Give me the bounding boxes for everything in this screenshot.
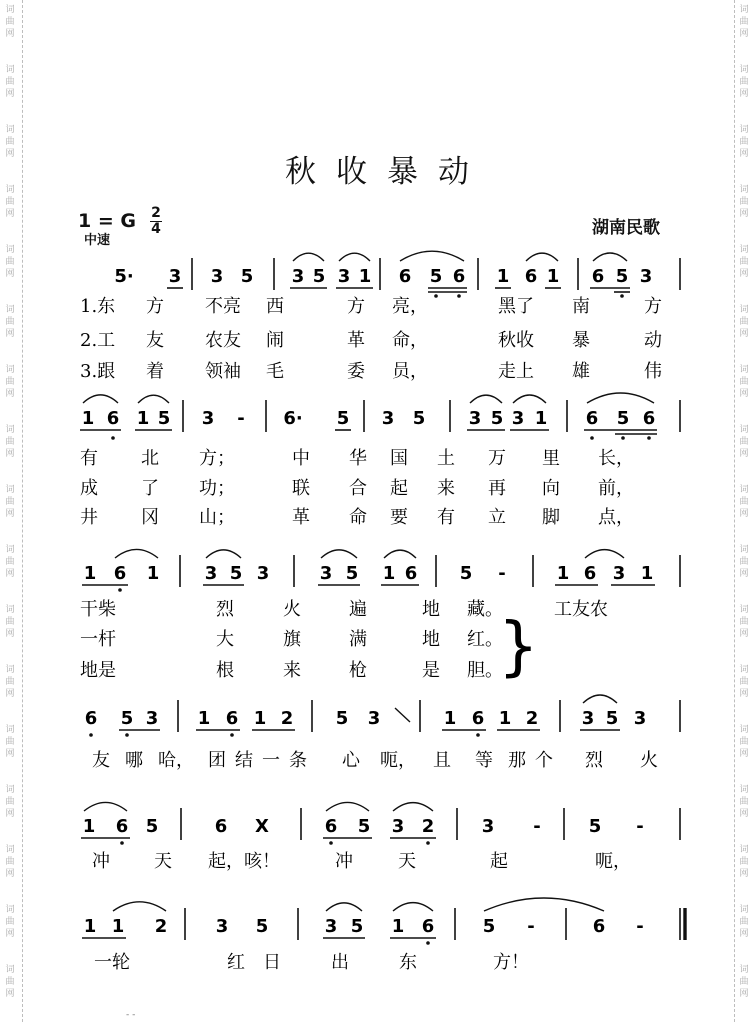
octave-dot-below xyxy=(329,841,333,845)
lyric-syllable: 呃， xyxy=(595,851,631,872)
watermark-text: 词 曲 网 xyxy=(739,785,749,819)
watermark-text: 词 曲 网 xyxy=(739,305,749,339)
jianpu-note: 3 xyxy=(367,708,381,729)
lyric-syllable: 秋收 xyxy=(498,330,534,351)
lyric-syllable: 冈 xyxy=(141,507,159,528)
watermark-text: 词 曲 网 xyxy=(5,665,15,699)
watermark-text: 词 曲 网 xyxy=(5,845,15,879)
jianpu-note: 3 xyxy=(145,708,159,729)
jianpu-note: 5 xyxy=(345,563,359,584)
lyric-syllable: 闹 xyxy=(266,330,284,351)
watermark-text: 词 曲 网 xyxy=(5,425,15,459)
watermark-text: 词 曲 网 xyxy=(5,545,15,579)
slur xyxy=(138,395,169,403)
watermark-text: 词 曲 网 xyxy=(5,605,15,639)
lyric-syllable: 委 xyxy=(347,361,365,382)
jianpu-note: 3 xyxy=(215,916,229,937)
lyric-syllable: 来 xyxy=(283,660,301,681)
jianpu-note: - xyxy=(527,916,535,937)
jianpu-note: 6 xyxy=(106,408,120,429)
lyric-syllable: 山； xyxy=(199,507,235,528)
lyric-syllable: 华 xyxy=(349,448,367,469)
jianpu-note: 3 xyxy=(381,408,395,429)
octave-dot-below xyxy=(111,436,115,440)
watermark-text: 词 曲 网 xyxy=(5,5,15,39)
lyric-syllable: 着 xyxy=(146,361,164,382)
watermark-text: 词 曲 网 xyxy=(5,185,15,219)
key-signature: 1 = G xyxy=(78,210,136,232)
lyric-syllable: 北 xyxy=(141,448,159,469)
jianpu-note: 1 xyxy=(358,266,372,287)
jianpu-note: 3 xyxy=(481,816,495,837)
jianpu-note: 1 xyxy=(556,563,570,584)
octave-dot-below xyxy=(434,294,438,298)
jianpu-note: 5 xyxy=(605,708,619,729)
octave-dot-below xyxy=(125,733,129,737)
lyric-syllable: 万 xyxy=(488,448,506,469)
lyric-syllable: 联 xyxy=(292,478,310,499)
jianpu-note: 1 xyxy=(382,563,396,584)
slur xyxy=(593,253,627,261)
lyric-syllable: 天 xyxy=(398,851,416,872)
jianpu-note: 1 xyxy=(546,266,560,287)
lyric-syllable: 来 xyxy=(437,478,455,499)
octave-dot-below xyxy=(621,436,625,440)
jianpu-note: 3 xyxy=(210,266,224,287)
jianpu-note: X xyxy=(255,816,269,837)
lyric-syllable: 一轮 xyxy=(94,952,130,973)
jianpu-note: 5 xyxy=(229,563,243,584)
jianpu-note: 3 xyxy=(633,708,647,729)
jianpu-note: 3 xyxy=(324,916,338,937)
jianpu-note: 1 xyxy=(496,266,510,287)
lyric-syllable: 心 xyxy=(342,750,360,771)
lyric-syllable: 起，咳！ xyxy=(208,851,280,872)
lyric-syllable: 2.工 xyxy=(80,330,116,351)
jianpu-note: 5 xyxy=(616,408,630,429)
watermark-text: 词 曲 网 xyxy=(5,65,15,99)
lyric-syllable: 根 xyxy=(216,660,234,681)
watermark-text: 词 曲 网 xyxy=(739,125,749,159)
lyric-syllable: 方 xyxy=(644,296,662,317)
jianpu-note: 2 xyxy=(154,916,168,937)
lyric-syllable: 天 xyxy=(154,851,172,872)
lyric-syllable: 旗 xyxy=(283,629,301,650)
octave-dot-below xyxy=(426,941,430,945)
jianpu-note: - xyxy=(237,408,245,429)
watermark-text: 词 曲 网 xyxy=(739,905,749,939)
slur xyxy=(470,395,502,403)
lyric-syllable: 毛 xyxy=(266,361,284,382)
jianpu-note: 1 xyxy=(146,563,160,584)
lyric-syllable: 合 xyxy=(349,478,367,499)
lyric-syllable: 不亮 xyxy=(205,296,241,317)
lyric-syllable: 呃， xyxy=(380,750,416,771)
jianpu-note: 5 xyxy=(336,408,350,429)
jianpu-note: 5 xyxy=(335,708,349,729)
lyric-syllable: 一杆 xyxy=(80,629,116,650)
jianpu-note: 1 xyxy=(443,708,457,729)
watermark-text: 词 曲 网 xyxy=(739,5,749,39)
lyric-syllable: 冲 xyxy=(92,851,110,872)
lyric-syllable: 命 xyxy=(349,507,367,528)
slur xyxy=(393,803,433,811)
octave-dot-below xyxy=(89,733,93,737)
slur xyxy=(326,903,362,911)
jianpu-note: 6 xyxy=(398,266,412,287)
watermark-text: 词 曲 网 xyxy=(5,785,15,819)
lyric-syllable: 结 xyxy=(235,750,253,771)
lyric-syllable: 团 xyxy=(208,750,226,771)
octave-dot-below xyxy=(118,588,122,592)
jianpu-note: 5 xyxy=(459,563,473,584)
lyric-syllable: 革 xyxy=(292,507,310,528)
jianpu-note: 3 xyxy=(201,408,215,429)
jianpu-note: 5 xyxy=(350,916,364,937)
jianpu-note: 3 xyxy=(319,563,333,584)
slur xyxy=(326,802,369,811)
watermark-text: 词 曲 网 xyxy=(739,605,749,639)
watermark-text: 词 曲 网 xyxy=(739,425,749,459)
slur xyxy=(393,903,433,911)
lyric-syllable: 友 xyxy=(92,750,110,771)
jianpu-note: 3 xyxy=(291,266,305,287)
lyric-syllable: 要 xyxy=(390,507,408,528)
jianpu-note: 1 xyxy=(111,916,125,937)
watermark-text: 词 曲 网 xyxy=(5,125,15,159)
lyric-syllable: 脚 xyxy=(542,507,560,528)
jianpu-note: 5 xyxy=(482,916,496,937)
lyric-syllable: 地是 xyxy=(80,660,116,681)
jianpu-note: 5 xyxy=(157,408,171,429)
slur xyxy=(293,253,324,261)
watermark-text: 词 曲 网 xyxy=(5,245,15,279)
jianpu-note: 3 xyxy=(168,266,182,287)
lyric-syllable: 长， xyxy=(598,448,634,469)
lyric-syllable: 农友 xyxy=(205,330,241,351)
jianpu-note: 2 xyxy=(525,708,539,729)
watermark-text: 词 曲 网 xyxy=(739,845,749,879)
lyric-syllable: 个 xyxy=(535,750,553,771)
lyric-syllable: 方 xyxy=(146,296,164,317)
jianpu-note: 5 xyxy=(588,816,602,837)
jianpu-note: - xyxy=(636,916,644,937)
lyric-syllable: 再 xyxy=(488,478,506,499)
lyric-syllable: 哪 xyxy=(125,750,143,771)
verse-brace: } xyxy=(498,610,539,684)
jianpu-note: 5 xyxy=(120,708,134,729)
octave-dot-below xyxy=(457,294,461,298)
lyric-syllable: 哈， xyxy=(158,750,194,771)
jianpu-note: 3 xyxy=(612,563,626,584)
lyric-syllable: 起 xyxy=(390,478,408,499)
jianpu-note: 1 xyxy=(534,408,548,429)
lyric-syllable: 方！ xyxy=(493,952,529,973)
jianpu-note: 1 xyxy=(136,408,150,429)
watermark-text: 词 曲 网 xyxy=(5,725,15,759)
jianpu-note: 3 xyxy=(391,816,405,837)
lyric-syllable: 遍 xyxy=(349,599,367,620)
lyric-syllable: 暴 xyxy=(572,330,590,351)
lyric-syllable: 藏。 xyxy=(467,599,503,620)
octave-dot-below xyxy=(426,841,430,845)
watermark-text: 词 曲 网 xyxy=(5,365,15,399)
lyric-syllable: 冲 xyxy=(335,851,353,872)
lyric-syllable: 那 xyxy=(508,750,526,771)
jianpu-note: 1 xyxy=(640,563,654,584)
jianpu-note: 1 xyxy=(391,916,405,937)
lyric-syllable: 井 xyxy=(80,507,98,528)
lyric-syllable: 东 xyxy=(399,952,417,973)
jianpu-note: 6 xyxy=(404,563,418,584)
watermark-text: 词 曲 网 xyxy=(739,545,749,579)
jianpu-note: 6 xyxy=(225,708,239,729)
jianpu-note: 6 xyxy=(591,266,605,287)
watermark-text: 词 曲 网 xyxy=(739,725,749,759)
lyric-syllable: 有 xyxy=(437,507,455,528)
slur xyxy=(113,902,166,911)
jianpu-note: 3 xyxy=(639,266,653,287)
lyric-syllable: 立 xyxy=(488,507,506,528)
lyric-syllable: 红。 xyxy=(467,629,503,650)
lyric-syllable: 一 xyxy=(262,750,280,771)
lyric-syllable: 起 xyxy=(490,851,508,872)
lyric-syllable: 地 xyxy=(422,629,440,650)
jianpu-note: 5 xyxy=(429,266,443,287)
lyric-syllable: 友 xyxy=(146,330,164,351)
jianpu-note: 6 xyxy=(113,563,127,584)
lyric-syllable: 工友农 xyxy=(554,599,608,620)
octave-dot-below xyxy=(230,733,234,737)
jianpu-note: 6 xyxy=(583,563,597,584)
watermark-text: 词 曲 网 xyxy=(5,485,15,519)
lyric-syllable: 是 xyxy=(422,660,440,681)
jianpu-note: 6 xyxy=(452,266,466,287)
jianpu-note: - xyxy=(533,816,541,837)
lyric-syllable: 干柴 xyxy=(80,599,116,620)
jianpu-note: 3 xyxy=(581,708,595,729)
slur xyxy=(206,550,241,558)
slur xyxy=(513,395,546,403)
lyric-syllable: 领袖 xyxy=(205,361,241,382)
lyric-syllable: 有 xyxy=(80,448,98,469)
watermark-text: 词 曲 网 xyxy=(739,485,749,519)
lyric-syllable: 1.东 xyxy=(80,296,116,317)
jianpu-note: 2 xyxy=(421,816,435,837)
lyric-syllable: 里 xyxy=(542,448,560,469)
jianpu-note: 1 xyxy=(83,916,97,937)
jianpu-note: 6 xyxy=(642,408,656,429)
jianpu-note: 6 xyxy=(592,916,606,937)
lyric-syllable: 满 xyxy=(349,629,367,650)
jianpu-note: - xyxy=(498,563,506,584)
jianpu-note: 6 xyxy=(471,708,485,729)
lyric-syllable: 方； xyxy=(199,448,235,469)
slur xyxy=(526,253,558,261)
jianpu-note: 6 xyxy=(324,816,338,837)
lyric-syllable: 红 xyxy=(227,952,245,973)
jianpu-note: 3 xyxy=(511,408,525,429)
lyric-syllable: 中 xyxy=(292,448,310,469)
lyric-syllable: 火 xyxy=(640,750,658,771)
lyric-syllable: 点， xyxy=(598,507,634,528)
jianpu-note: 1 xyxy=(82,816,96,837)
jianpu-note: 6 xyxy=(524,266,538,287)
lyric-syllable: 方 xyxy=(347,296,365,317)
lyric-syllable: 向 xyxy=(542,478,560,499)
lyric-syllable: 成 xyxy=(80,478,98,499)
time-signature-top: 2 xyxy=(151,205,161,221)
lyric-syllable: 且 xyxy=(433,750,451,771)
watermark-text: 词 曲 网 xyxy=(5,965,15,999)
jianpu-note: 5 xyxy=(240,266,254,287)
tempo-marking: 中速 xyxy=(84,233,111,248)
watermark-text: 词 曲 网 xyxy=(739,665,749,699)
slur xyxy=(339,253,370,261)
jianpu-note: 1 xyxy=(498,708,512,729)
jianpu-note: 6 xyxy=(585,408,599,429)
lyric-syllable: 土 xyxy=(437,448,455,469)
lyric-syllable: 条 xyxy=(289,750,307,771)
footer-mark: - - xyxy=(126,1010,136,1020)
octave-dot-below xyxy=(620,294,624,298)
jianpu-note: 3 xyxy=(204,563,218,584)
jianpu-note: 1 xyxy=(83,563,97,584)
octave-dot-below xyxy=(476,733,480,737)
lyric-syllable: 枪 xyxy=(349,660,367,681)
jianpu-note: 5 xyxy=(255,916,269,937)
jianpu-note: 6· xyxy=(283,408,303,429)
watermark-text: 词 曲 网 xyxy=(739,965,749,999)
slur xyxy=(83,395,118,403)
lyric-syllable: 亮， xyxy=(392,296,428,317)
jianpu-note: 6 xyxy=(214,816,228,837)
jianpu-note: 6 xyxy=(115,816,129,837)
lyric-syllable: 员， xyxy=(392,361,428,382)
jianpu-note: 3 xyxy=(337,266,351,287)
lyric-syllable: 火 xyxy=(283,599,301,620)
slur xyxy=(583,695,617,703)
lyric-syllable: 烈 xyxy=(216,599,234,620)
lyric-syllable: 南 xyxy=(572,296,590,317)
jianpu-note: 5 xyxy=(145,816,159,837)
lyric-syllable: 雄 xyxy=(572,361,590,382)
jianpu-note: 3 xyxy=(468,408,482,429)
jianpu-note: 2 xyxy=(280,708,294,729)
jianpu-note: 3 xyxy=(256,563,270,584)
jianpu-note: - xyxy=(636,816,644,837)
watermark-text: 词 曲 网 xyxy=(739,65,749,99)
time-signature-bottom: 4 xyxy=(151,221,161,237)
octave-dot-below xyxy=(120,841,124,845)
watermark-text: 词 曲 网 xyxy=(739,365,749,399)
lyric-syllable: 等 xyxy=(475,750,493,771)
watermark-text: 词 曲 网 xyxy=(739,185,749,219)
lyric-syllable: 前， xyxy=(598,478,634,499)
slur xyxy=(400,251,464,261)
octave-dot-below xyxy=(647,436,651,440)
lyric-syllable: 烈 xyxy=(585,750,603,771)
song-source: 湖南民歌 xyxy=(592,218,660,238)
lyric-syllable: 地 xyxy=(422,599,440,620)
lyric-syllable: 黑了 xyxy=(498,296,534,317)
lyric-syllable: 命， xyxy=(392,330,428,351)
watermark-text: 词 曲 网 xyxy=(5,305,15,339)
lyric-syllable: 大 xyxy=(216,629,234,650)
slur xyxy=(321,550,357,558)
lyric-syllable: 3.跟 xyxy=(80,361,116,382)
lyric-syllable: 了 xyxy=(141,478,159,499)
jianpu-note: 5· xyxy=(114,266,134,287)
jianpu-note: 5 xyxy=(412,408,426,429)
lyric-syllable: 革 xyxy=(347,330,365,351)
slur xyxy=(115,549,158,558)
lyric-syllable: 日 xyxy=(263,952,281,973)
lyric-syllable: 胆。 xyxy=(467,660,503,681)
jianpu-note: 5 xyxy=(357,816,371,837)
jianpu-note: 5 xyxy=(615,266,629,287)
accent-slash xyxy=(395,708,410,722)
jianpu-note: 6 xyxy=(84,708,98,729)
slur xyxy=(587,393,654,403)
lyric-syllable: 功； xyxy=(199,478,235,499)
jianpu-note: 1 xyxy=(253,708,267,729)
watermark-text: 词 曲 网 xyxy=(739,245,749,279)
lyric-syllable: 动 xyxy=(644,330,662,351)
slur xyxy=(84,802,127,811)
slur xyxy=(484,898,604,911)
lyric-syllable: 出 xyxy=(331,952,349,973)
jianpu-note: 1 xyxy=(197,708,211,729)
jianpu-note: 6 xyxy=(421,916,435,937)
octave-dot-below xyxy=(590,436,594,440)
watermark-text: 词 曲 网 xyxy=(5,905,15,939)
lyric-syllable: 走上 xyxy=(498,361,534,382)
jianpu-note: 5 xyxy=(312,266,326,287)
song-title: 秋收暴动 xyxy=(285,154,489,190)
slur xyxy=(384,550,416,558)
jianpu-note: 1 xyxy=(81,408,95,429)
lyric-syllable: 西 xyxy=(266,296,284,317)
jianpu-note: 5 xyxy=(490,408,504,429)
slur xyxy=(585,550,624,558)
lyric-syllable: 国 xyxy=(390,448,408,469)
lyric-syllable: 伟 xyxy=(644,361,662,382)
